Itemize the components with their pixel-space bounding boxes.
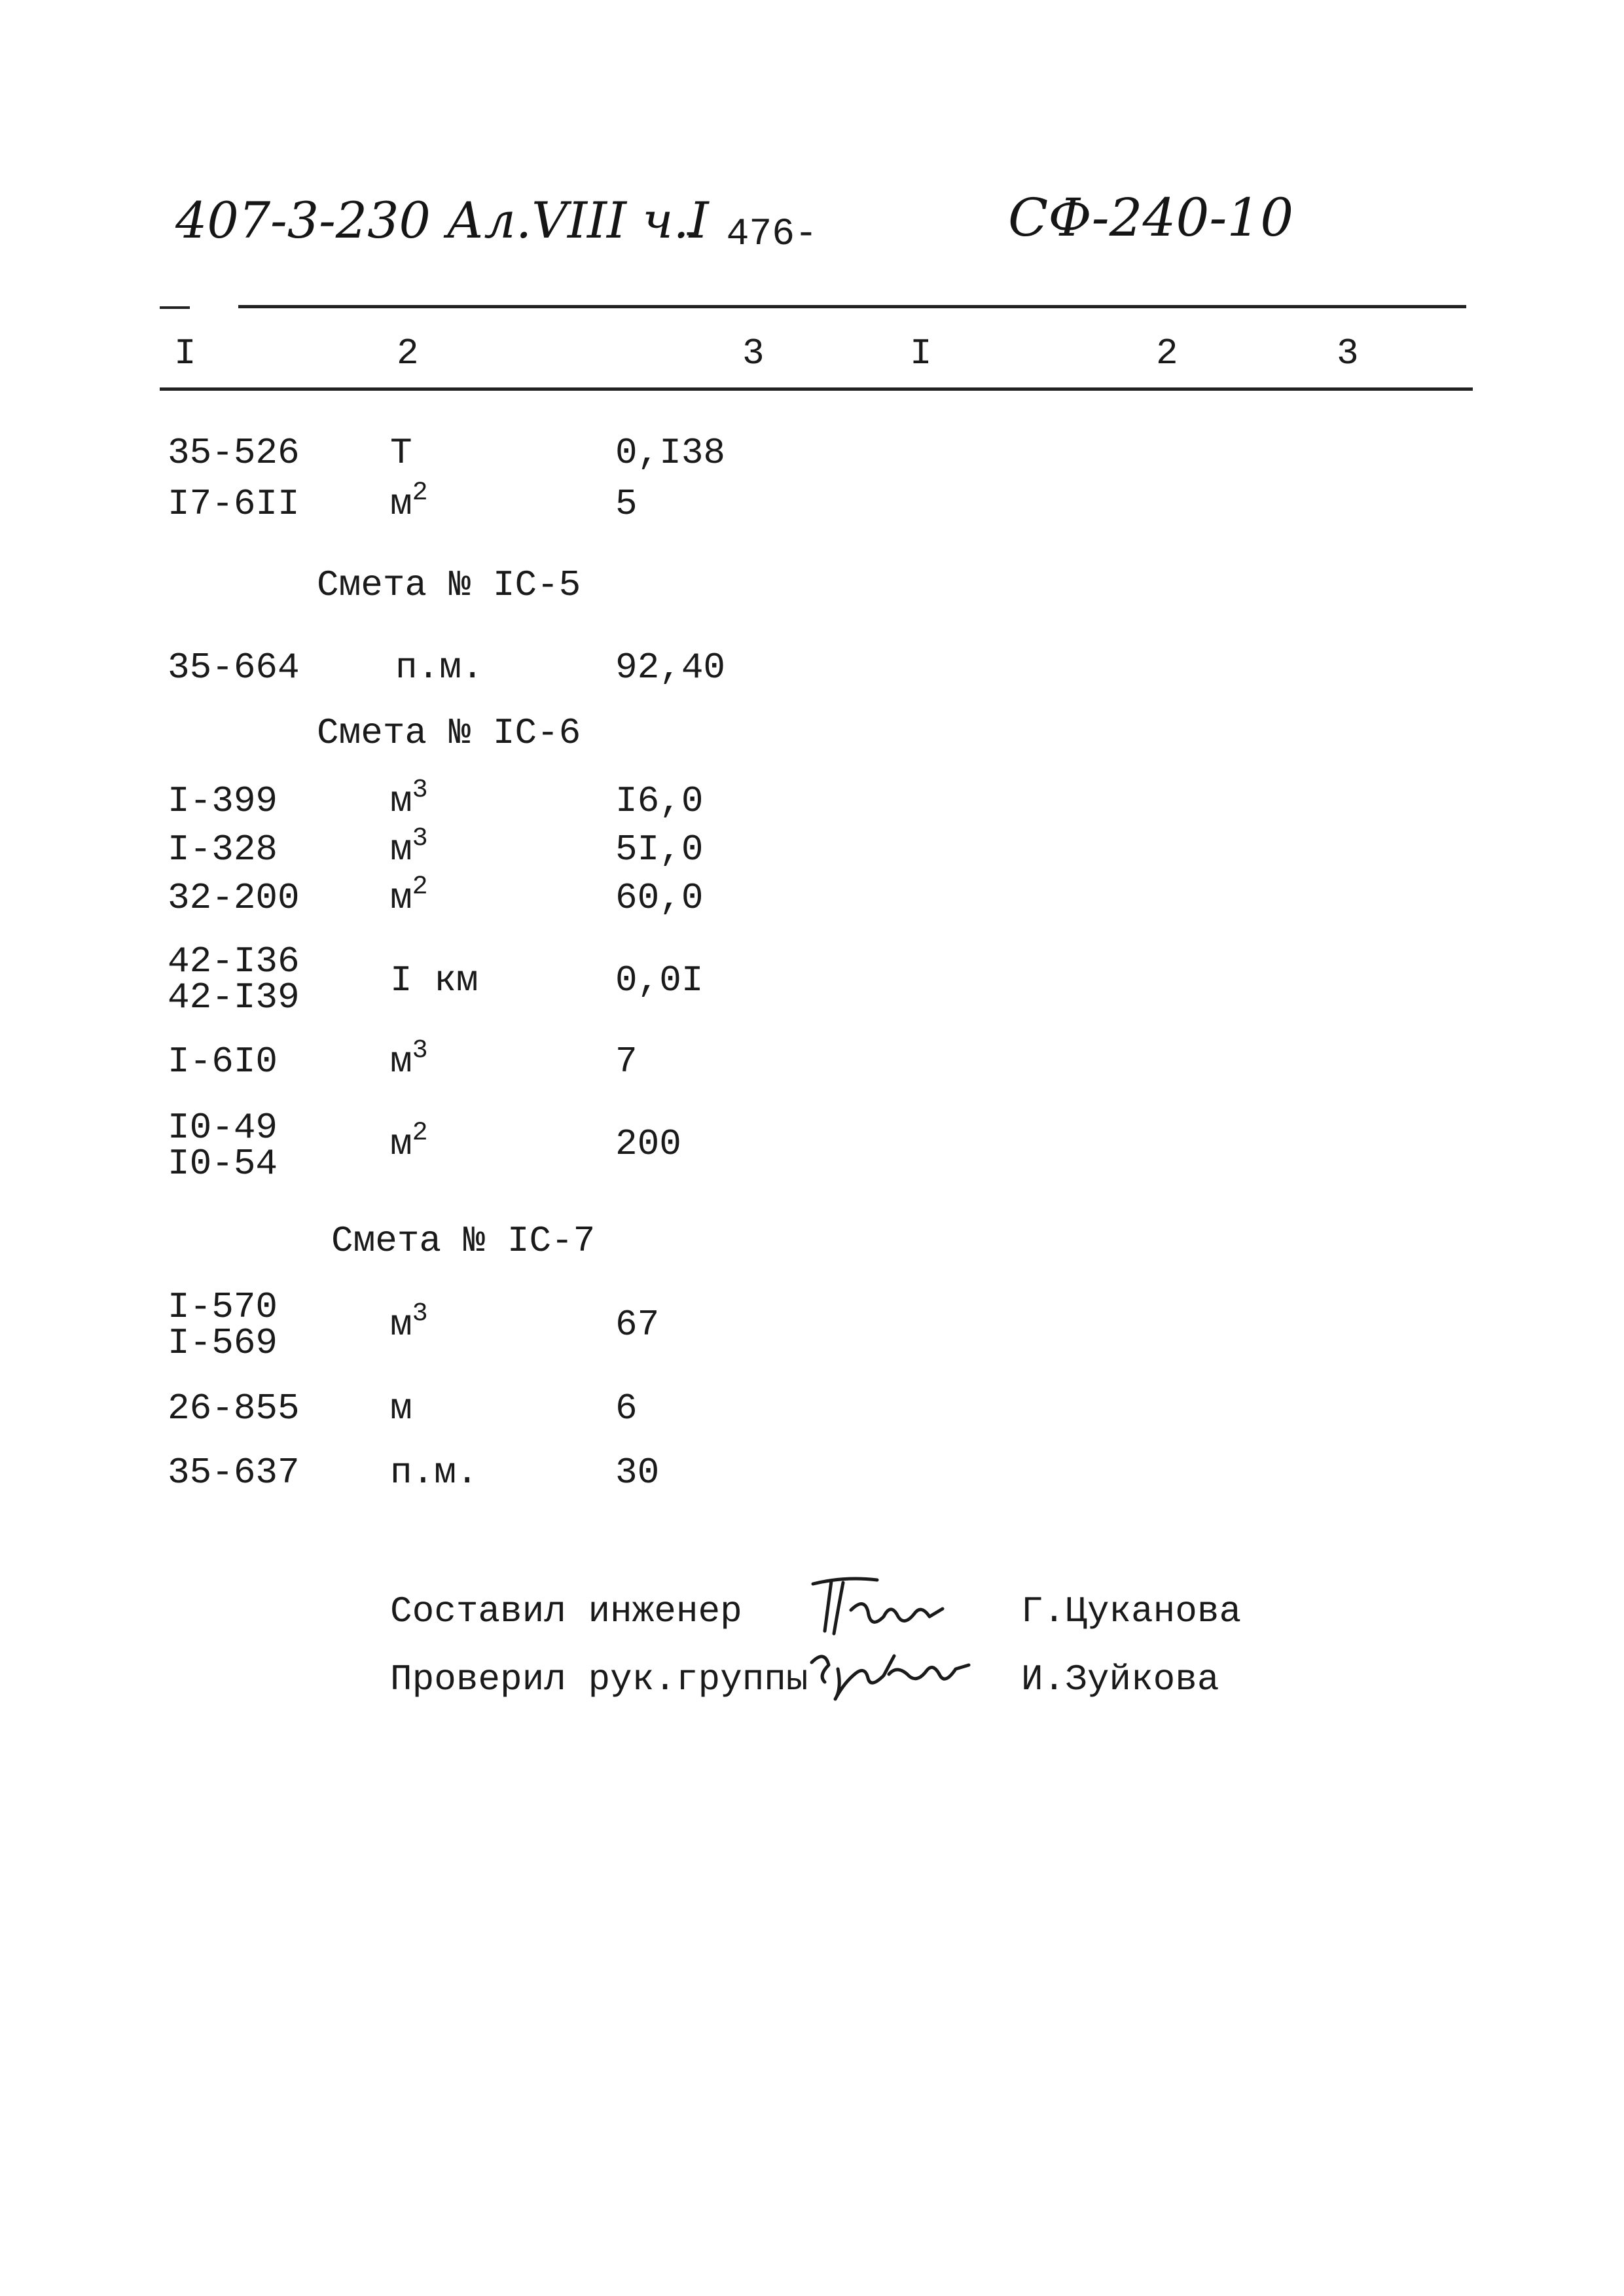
unit-exponent: 3 bbox=[412, 1299, 428, 1329]
row-qty: 30 bbox=[615, 1452, 660, 1494]
code-range-start: I0-49 bbox=[168, 1107, 278, 1149]
row-unit: м bbox=[390, 1388, 412, 1429]
page-number: - 476- bbox=[681, 213, 818, 256]
header-rule-left-dash bbox=[160, 306, 190, 309]
row-qty: 0,I38 bbox=[615, 432, 726, 474]
column-header-6: 3 bbox=[1337, 332, 1359, 374]
row-qty: 92,40 bbox=[615, 647, 726, 689]
unit-exponent: 2 bbox=[412, 478, 428, 508]
compiler-name: Г.Цуканова bbox=[1021, 1590, 1242, 1632]
checked-by-label: Проверил рук.группы bbox=[390, 1659, 808, 1700]
column-header-3: 3 bbox=[742, 332, 765, 374]
section-title: Смета № IC-7 bbox=[331, 1220, 596, 1262]
header-rule-top bbox=[238, 305, 1466, 308]
row-code: I-399 bbox=[168, 780, 278, 822]
unit-exponent: 3 bbox=[412, 1036, 428, 1066]
row-qty: I6,0 bbox=[615, 780, 704, 822]
column-header-5: 2 bbox=[1156, 332, 1178, 374]
row-unit bbox=[390, 478, 428, 525]
row-code: 35-664 bbox=[168, 647, 300, 689]
row-code: 35-637 bbox=[168, 1452, 300, 1494]
row-qty: 0,0I bbox=[615, 960, 704, 1001]
column-header-2: 2 bbox=[397, 332, 419, 374]
row-code: I7-6II bbox=[168, 483, 300, 525]
unit-exponent: 2 bbox=[412, 1119, 428, 1148]
row-unit: I км bbox=[390, 960, 478, 1001]
row-qty: 200 bbox=[615, 1123, 681, 1165]
row-code: 35-526 bbox=[168, 432, 300, 474]
column-header-4: I bbox=[910, 332, 932, 374]
code-range-end: I0-54 bbox=[168, 1142, 278, 1185]
row-unit bbox=[390, 824, 428, 870]
unit-exponent: 3 bbox=[412, 776, 428, 805]
unit-exponent: 3 bbox=[412, 824, 428, 853]
row-code: I-6I0 bbox=[168, 1041, 278, 1083]
row-code-range bbox=[168, 941, 300, 1018]
unit-base: м bbox=[390, 780, 412, 822]
row-unit bbox=[390, 776, 428, 822]
row-code: I-328 bbox=[168, 829, 278, 870]
row-unit bbox=[390, 1036, 428, 1083]
unit-base: м bbox=[390, 1123, 412, 1165]
row-unit bbox=[390, 872, 428, 919]
compiled-by-label: Составил инженер bbox=[390, 1590, 742, 1632]
section-title: Смета № IC-5 bbox=[317, 564, 581, 606]
unit-base: м bbox=[390, 483, 412, 525]
doc-reference: 407-3-230 Ал.VIII ч.I bbox=[175, 191, 709, 249]
unit-base: м bbox=[390, 877, 412, 919]
row-qty: 6 bbox=[615, 1388, 638, 1429]
row-unit bbox=[390, 1299, 428, 1346]
header-rule-bottom bbox=[160, 387, 1473, 391]
code-range-end: 42-I39 bbox=[168, 976, 300, 1018]
row-code-range bbox=[168, 1286, 278, 1364]
compiler-signature bbox=[805, 1571, 956, 1643]
unit-exponent: 2 bbox=[412, 872, 428, 902]
row-qty: 5 bbox=[615, 483, 638, 525]
column-header-1: I bbox=[174, 332, 196, 374]
unit-base: м bbox=[390, 829, 412, 870]
row-unit: п.м. bbox=[395, 647, 484, 689]
code-range-end: I-569 bbox=[168, 1321, 278, 1364]
checker-name: И.Зуйкова bbox=[1021, 1659, 1219, 1700]
checker-signature bbox=[805, 1636, 975, 1708]
code-range-start: I-570 bbox=[168, 1286, 278, 1328]
row-qty: 7 bbox=[615, 1041, 638, 1083]
series-code: СФ-240-10 bbox=[1008, 187, 1294, 248]
row-unit bbox=[390, 1119, 428, 1165]
row-code: 32-200 bbox=[168, 877, 300, 919]
row-qty: 5I,0 bbox=[615, 829, 704, 870]
row-unit: п.м. bbox=[390, 1452, 478, 1494]
row-unit: Т bbox=[390, 432, 412, 474]
row-qty: 60,0 bbox=[615, 877, 704, 919]
code-range-start: 42-I36 bbox=[168, 941, 300, 982]
row-code-range bbox=[168, 1107, 278, 1185]
unit-base: м bbox=[390, 1304, 412, 1346]
row-qty: 67 bbox=[615, 1304, 660, 1346]
row-code: 26-855 bbox=[168, 1388, 300, 1429]
unit-base: м bbox=[390, 1041, 412, 1083]
section-title: Смета № IC-6 bbox=[317, 712, 581, 754]
